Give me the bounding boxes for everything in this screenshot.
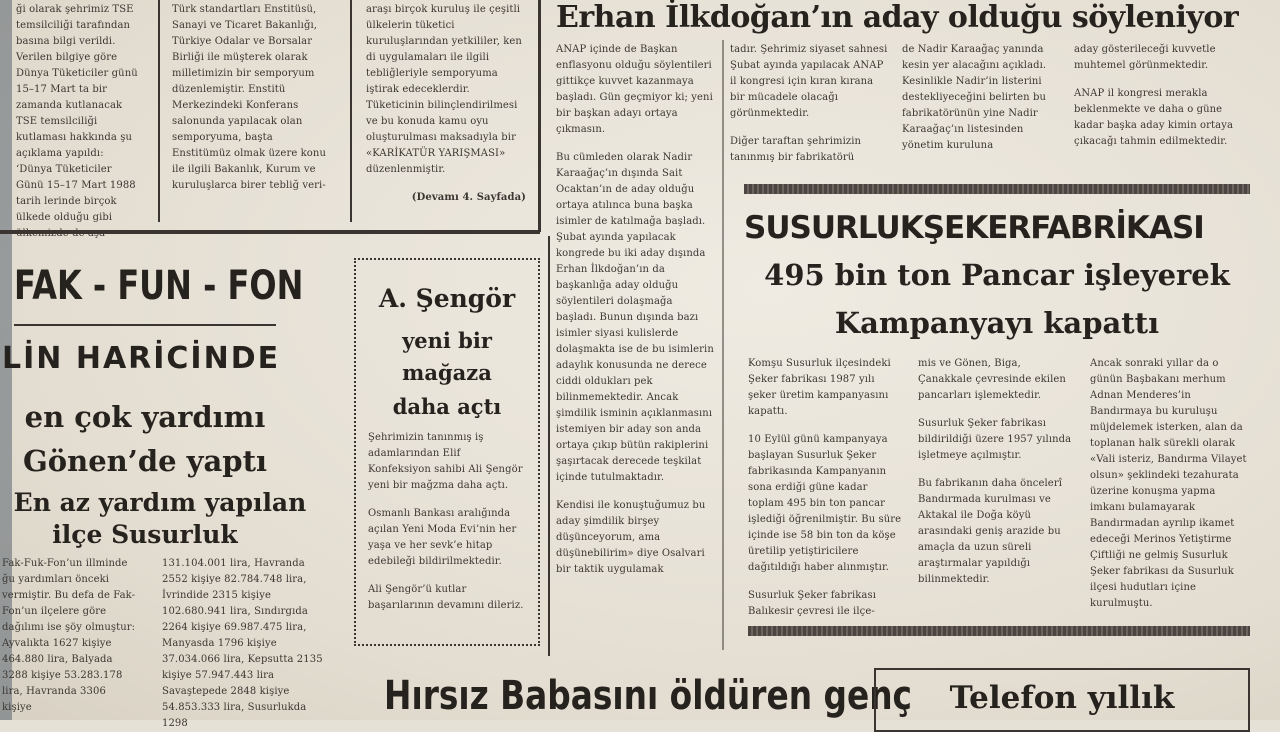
erhan-headline: Erhan İlkdoğan’ın aday olduğu söyleniyor xyxy=(556,0,1239,35)
fak-headline-line2: en çok yardımı xyxy=(24,400,266,434)
section-bottom-rule xyxy=(748,626,1250,636)
fak-fun-fon-kicker: FAK - FUN - FON xyxy=(14,263,304,309)
tse-article-col3: araşı birçok kuruluş ile çeşitli ülkelerin tüketici kuruluşlarından yetkililer, ken di uygulamaları ile ilgili tebliğleriyle semporyuma iştirak edeceklerdir. Tüketicinin bilinçlendirilmesi ve bu konuda kamu oyu oluşturulması maksadıyla bir «KARİKATÜR YARIŞMASI» düzenlenmiştir. (Devamı 4. Sayfada) xyxy=(366,2,526,216)
susurluk-col1: Komşu Susurluk ilçesindeki Şeker fabrikası 1987 yılı şeker üretim kampanyasını kapattı. 10 Eylül günü kampanyaya başlayan Susurluk Şeker fabrikasında Kampanyanın sona erdiği güne kadar toplam 495 bin ton pancar işlediği öğrenilmiştir. Bu süre içinde ise 58 bin ton da köşe üretilip yetiştiricilere dağıtıldığı haber alınmıştır. Susurluk Şeker fabrikası Balıkesir çevresi ile ilçe- xyxy=(748,358,902,617)
susurluk-headline: SUSURLUKŞEKERFABRİKASI xyxy=(744,210,1204,246)
column-rule xyxy=(350,0,352,222)
fak-col1: Fak-Fuk-Fon’un illminde ğu yardımları önceki vermiştir. Bu defa de Fak-Fon’un ilçelere göre dağılımı ise şöy olmuştur: Ayvalıkta 1627 kişiye 464.880 lira, Balyada 3288 kişiye 53.283.178 lira, Havranda 3306 kişiye xyxy=(2,558,136,713)
fak-headline-line3: Gönen’de yaptı xyxy=(23,444,267,478)
tse-article-col2: Türk standartları Enstitüsü, Sanayi ve Ticaret Bakanlığı, Türkiye Odalar ve Borsalar Birliği ile müşterek olarak milletimizin bir semporyum düzenlemiştir. Enstitü Merkezindeki Konferans salonunda yapılacak olan semporyuma, başta Enstitümüz olmak üzere konu ile ilgili Bakanlık, Kurum ve kuruluşlarca birer tebliğ veri- xyxy=(172,4,326,191)
sengor-headline-2: yeni bir xyxy=(402,328,492,353)
erhan-col4: aday gösterileceği kuvvetle muhtemel görünmektedir. ANAP il kongresi merakla beklenmekte ve daha o güne kadar başka aday kimin ortaya çıkacağı tahmin edilmektedir. xyxy=(1074,44,1234,147)
susurluk-subheadline-2: Kampanyayı kapattı xyxy=(834,306,1160,340)
fak-col2: 131.104.001 lira, Havranda 2552 kişiye 82.784.748 lira, İvrindide 2315 kişiye 102.680.941 lira, Sındırgıda 2264 kişiye 69.987.475 lira, Manyasda 1796 kişiye 37.034.066 lira, Kepsutta 2135 kişiye 57.947.443 lira Savaştepede 2848 kişiye 54.853.333 lira, Susurlukda 1298 xyxy=(162,558,323,729)
section-top-rule xyxy=(744,184,1250,194)
continued-note: (Devamı 4. Sayfada) xyxy=(411,192,526,203)
fak-headline-line4: En az yardım yapılan xyxy=(13,488,307,517)
susurluk-subheadline: 495 bin ton Pancar işleyerek xyxy=(764,258,1230,292)
column-rule xyxy=(158,0,160,222)
sengor-body: Şehrimizin tanınmış iş adamlarından Elif Konfeksiyon sahibi Ali Şengör yeni bir mağzma daha açtı. Osmanlı Bankası aralığında açılan Yeni Moda Evi’nin her yaşa ve her sevk’e hitap edebileği bildirilmektedir. Ali Şengör’ü kutlar başarılarının devamını dileriz. xyxy=(368,432,524,611)
erhan-col2: tadır. Şehrimiz siyaset sahnesi Şubat ayında yapılacak ANAP il kongresi için kıran kırana bir mücadele olacağı görünmektedir. Diğer taraftan şehrimizin tanınmış bir fabrikatörü xyxy=(730,44,888,163)
erhan-col1: ANAP içinde de Başkan enflasyonu olduğu söylentileri gittikçe kuvvet kazanmaya başladı. Gün geçmiyor ki; yeni bir başkan adayı ortaya çıkmasın. Bu cümleden olarak Nadir Karaağaç’ın dışında Sait Ocaktan’ın de aday olduğu ortaya atılınca buna başka isimler de katılmağa başladı. Şubat ayında yapılacak kongrede bu iki aday dışında Erhan İlkdoğan’ın da başkanlığa aday olduğu söylentileri dolaşmağa başladı. Bunun dışında bazı isimler siyasi kulislerde dolaşmakta ise de bu isimlerin adaylık konusunda ne derece ciddi oldukları pek bilinmemektedir. Ancak şimdilik isminin açıklanmasını istemiyen bir aday son anda ortaya çıkıp bütün rakiplerini şaşırtacak derecede teşkilat içinde tutulmaktadır. Kendisi ile konuştuğumuz bu aday şimdilik birşey düşünceyorum, ama düşünebilirim» diye Osalvari bir taktik uygulamak xyxy=(556,44,714,575)
erhan-col3: de Nadir Karaağaç yanında kesin yer alacağını açıkladı. Kesinlikle Nadir’in listerini destekliyeceğini belirten bu fabrikatörünün yine Nadir Karaağaç’ın listesinden yönetim kuruluna xyxy=(902,44,1047,151)
column-rule xyxy=(538,0,541,232)
column-rule xyxy=(722,40,724,650)
fak-headline-line1: LİN HARİCİNDE xyxy=(2,341,281,376)
fak-headline-line5: ilçe Susurluk xyxy=(52,520,238,549)
section-divider xyxy=(0,230,540,234)
susurluk-col2: mis ve Gönen, Biga, Çanakkale çevresinde ekilen pancarları işlemektedir. Susurluk Şeker fabrikası bildirildiği üzere 1957 yılında işletmeye açılmıştır. Bu fabrikanın daha öncelerî Bandırmada kurulması ve Aktakal ile Doğa köyü arasındaki geniş arazide bu amaçla da uzun süreli araştırmalar yapıldığı bilinmektedir. xyxy=(918,358,1072,585)
column-rule xyxy=(548,236,550,656)
hirsiz-headline: Hırsız Babasını öldüren genç xyxy=(384,673,912,719)
kicker-underline xyxy=(14,324,276,326)
sengor-headline-3: mağaza xyxy=(402,360,492,385)
telefon-headline: Telefon yıllık xyxy=(949,680,1175,716)
susurluk-col3: Ancak sonraki yıllar da o günün Başbakanı merhum Adnan Menderes’in Bandırmaya bu kuruluşu müjdelemek isterken, alan da toplanan halk sürekli olarak «Vali isteriz, Bandırma Vilayet olsun» şeklindeki tezahurata üzerine konuşma yapma imkanı bulamayarak Bandırmadan ayrılıp ikamet edeceği Merinos Yetiştirme Çiftliği ne gelmiş Susurluk Şeker fabrikası da Susurluk ilçesi hudutları içine kurulmuştu. xyxy=(1090,358,1247,609)
sengor-headline-1: A. Şengör xyxy=(378,284,516,313)
sengor-headline-4: daha açtı xyxy=(392,394,502,419)
tse-article-col1: ği olarak şehrimiz TSE temsilciliği tarafından basına bilgi verildi. Verilen bilgiye göre Dünya Tüketiciler günü 15–17 Mart ta bir zamanda kutlanacak TSE temsilciliği kutlaması hakkında şu açıklama yapıldı: ‘Dünya Tüketiciler Günü 15–17 Mart 1988 tarih lerinde birçok ülkede olduğu gibi xyxy=(16,4,138,223)
